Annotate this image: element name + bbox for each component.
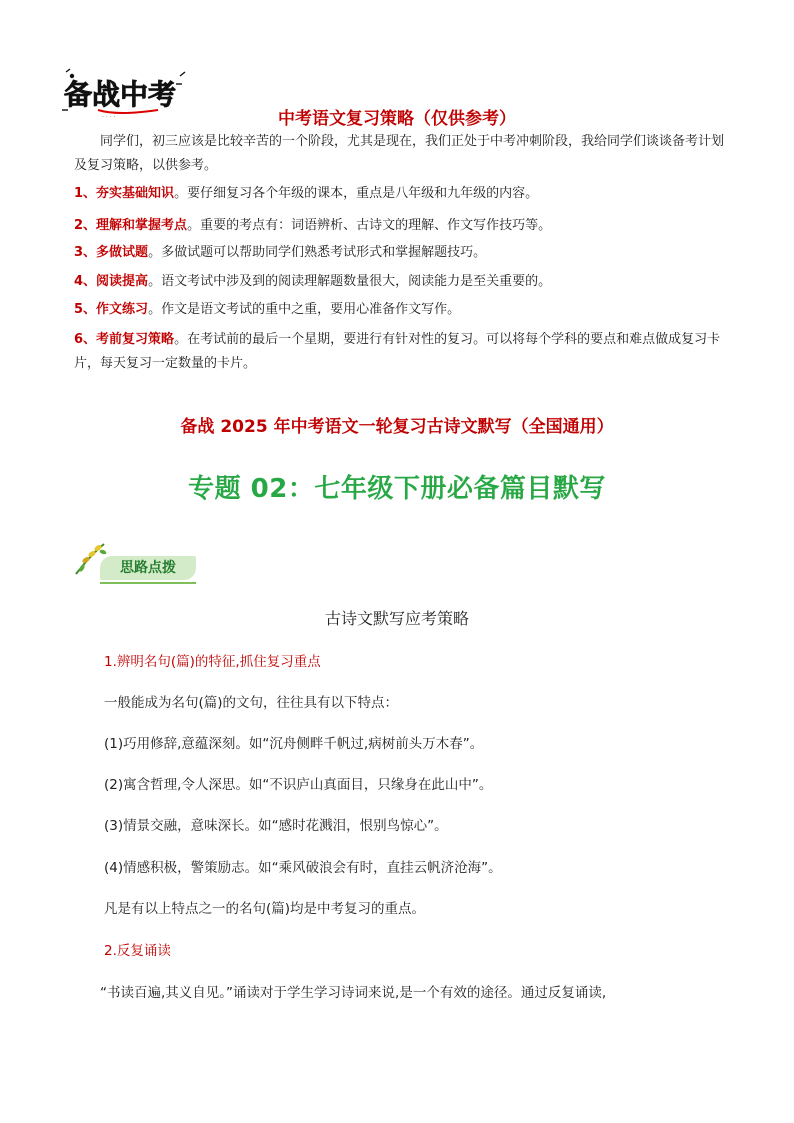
item-keyword: 多做试题 [96, 245, 149, 260]
logo-text: 备战中考 [64, 78, 177, 111]
content-paragraph: 一般能成为名句(篇)的文句，往往具有以下特点： [104, 695, 399, 711]
content-paragraph: (1)巧用修辞,意蕴深刻。如“沉舟侧畔千帆过,病树前头万木春”。 [104, 736, 484, 752]
list-item [74, 328, 734, 376]
badge-underline [100, 582, 196, 584]
item-number: 2、 [74, 218, 97, 233]
content-paragraph: (4)情感积极，警策励志。如“乘风破浪会有时，直挂云帆济沧海”。 [104, 860, 502, 876]
item-number: 5、 [74, 302, 97, 317]
item-number: 1、 [74, 186, 97, 201]
content-heading: 2.反复诵读 [104, 943, 171, 959]
content-paragraph: (2)寓含哲理,令人深思。如“不识庐山真面目，只缘身在此山中”。 [104, 777, 493, 793]
list-item [74, 214, 734, 238]
item-number: 6、 [74, 332, 97, 347]
list-item [74, 270, 734, 294]
intro-paragraph: 同学们，初三应该是比较辛苦的一个阶段，尤其是现在，我们正处于中考冲刺阶段，我给同学们谈谈备考计划及复习策略，以供参考。 [74, 134, 725, 173]
item-text: 。重要的考点有：词语辨析、古诗文的理解、作文写作技巧等。 [187, 218, 552, 233]
document-title: 中考语文复习策略（仅供参考） [278, 109, 516, 129]
item-keyword: 考前复习策略 [96, 332, 175, 347]
item-keyword: 理解和掌握考点 [96, 218, 188, 233]
item-text: 。要仔细复习各个年级的课本，重点是八年级和九年级的内容。 [174, 186, 539, 201]
section-title: 古诗文默写应考策略 [324, 609, 469, 628]
content-paragraph: (3)情景交融，意味深长。如“感时花溅泪，恨别鸟惊心”。 [104, 818, 448, 834]
item-text: 。语文考试中涉及到的阅读理解题数量很大，阅读能力是至关重要的。 [148, 274, 552, 289]
item-text: 。多做试题可以帮助同学们熟悉考试形式和掌握解题技巧。 [148, 245, 487, 260]
item-text: 。作文是语文考试的重中之重，要用心准备作文写作。 [148, 302, 461, 317]
item-text: 。在考试前的最后一个星期，要进行有针对性的复习。可以将每个学科的要点和难点做成复习卡片，每天复习一定数量的卡片。 [74, 332, 721, 371]
svg-text:· · · ·: · · · · [102, 114, 116, 121]
content-paragraph: 凡是有以上特点之一的名句(篇)均是中考复习的重点。 [104, 901, 426, 917]
item-number: 3、 [74, 245, 97, 260]
topic-title: 专题 02：七年级下册必备篇目默写 [188, 474, 606, 504]
subtitle: 备战 2025 年中考语文一轮复习古诗文默写（全国通用） [180, 417, 614, 437]
list-item [74, 241, 734, 265]
section-badge: 思路点拨 [100, 556, 196, 580]
list-item [74, 182, 734, 206]
item-keyword: 阅读提高 [96, 274, 149, 289]
item-keyword: 作文练习 [96, 302, 149, 317]
item-number: 4、 [74, 274, 97, 289]
item-keyword: 夯实基础知识 [96, 186, 175, 201]
content-heading: 1.辨明名句(篇)的特征,抓住复习重点 [104, 654, 321, 670]
content-paragraph: “书读百遍,其义自见。”诵读对于学生学习诗词来说,是一个有效的途径。通过反复诵读, [100, 985, 607, 1001]
list-item [74, 298, 734, 322]
